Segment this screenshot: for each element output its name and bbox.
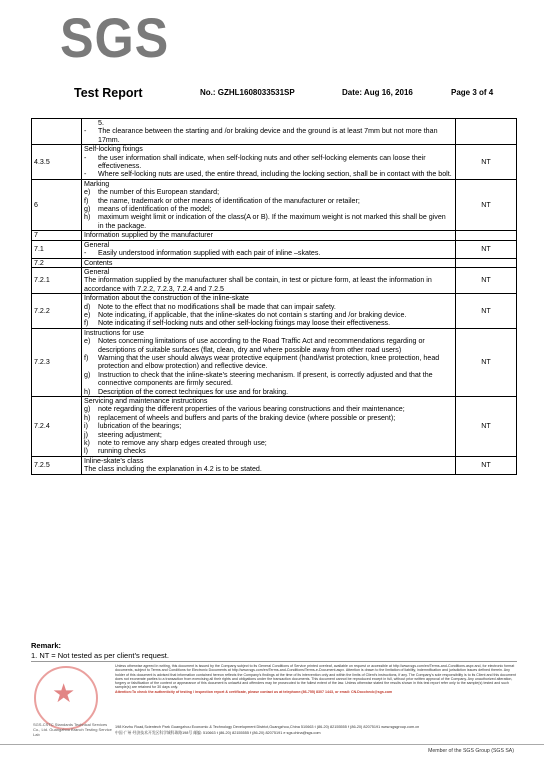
address-chinese: 中国·广州·经济技术开发区科学城科珠路198号 邮编: 510663 t (86-20) 82155555 f (86-20) 82075191 e sgs.china@sgs.com bbox=[115, 731, 321, 735]
table-row bbox=[32, 258, 517, 267]
remark-section bbox=[31, 641, 169, 660]
authenticity-note: Attention:To check the authenticity of testing / inspection report & certificate, please contact us at telephone:(86-755) 8307 1443, or email: CN.Doccheck@sgs.com bbox=[115, 689, 393, 694]
table-row bbox=[32, 231, 517, 240]
clause-cell: 6 bbox=[32, 179, 82, 230]
table-row bbox=[32, 145, 517, 180]
clause-cell: 7.2.2 bbox=[32, 294, 82, 329]
result-cell: NT bbox=[456, 267, 517, 293]
requirement-cell: Servicing and maintenance instructions g) note regarding the different properties of the various bearing constructions and their maintenance; h) replacement of wheels and buffers and parts of the braking device (where possible or present); i) lubrication of the bearings; j) steering adjustment; k) note to remove any sharp edges created through use; l) running checks bbox=[82, 397, 456, 457]
remark-title: Remark: bbox=[31, 641, 62, 650]
report-number: No.: GZHL1608033531SP bbox=[200, 88, 295, 97]
requirement-cell: 5. - The clearance between the starting and /or braking device and the ground is at least 7mm but not more than 17mm. bbox=[82, 119, 456, 145]
requirement-cell: Information supplied by the manufacturer bbox=[82, 231, 456, 240]
clause-cell: 7.2.5 bbox=[32, 456, 82, 474]
member-note: Member of the SGS Group (SGS SA) bbox=[428, 748, 514, 754]
disclaimer-text: Unless otherwise agreed in writing, this document is issued by the Company subject to its General Conditions of Service printed overleaf, available on request or accessible at http://www.sgs.com/en/Terms-and-Conditions.aspx and, for electronic format documents, subject to Terms and Conditions for Electronic Documents at http://www.sgs.com/en/Terms-and-Conditions/Terms-e-Document.aspx. Attention is drawn to the limitation of liability, indemnification and jurisdiction issues defined therein. Any holder of this document is advised that information contained hereon reflects the Company's findings at the time of its intervention only and within the limits of Client's instructions, if any. The Company's sole responsibility is to its Client and this document does not exonerate parties to a transaction from exercising all their rights and obligations under the transaction documents. This document cannot be reproduced except in full, without prior written approval of the Company. Any unauthorized alteration, forgery or falsification of the content or appearance of this document is unlawful and offenders may be prosecuted to the fullest extent of the law. Unless otherwise stated the results shown in this test report refer only to the sample(s) tested and such sample(s) are retained for 30 days only. bbox=[115, 664, 516, 690]
table-row bbox=[32, 179, 517, 230]
result-cell: NT bbox=[456, 328, 517, 396]
table-row bbox=[32, 328, 517, 396]
requirement-cell: Instructions for use e) Notes concerning limitations of use according to the Road Traffic Act and recommendations regarding or descriptions of suitable surfaces (flat, clean, dry and where possible away from other road users) f) Warning that the user should always wear protective equipment (hand/wrist protection, knee protection, head protection and elbow protection) and reflective device. g) Instruction to check that the inline-skate’s steering mechanism. If present, is correctly adjusted and that the connective components are firmly secured. h) Description of the correct techniques for use and for braking. bbox=[82, 328, 456, 396]
clause-cell: 4.3.5 bbox=[32, 145, 82, 180]
result-cell: NT bbox=[456, 456, 517, 474]
address-english: 198 Kezhu Road,Scientech Park Guangzhou Economic & Technology Development District,Guangzhou,China 510663 t (86-20) 82155555 f (86-20) 82075191 www.sgsgroup.com.cn bbox=[115, 725, 420, 729]
footer-branch-note: SGS-CSTC Standards Technical Services Co., Ltd. Guangzhou Branch Testing Service Lab bbox=[33, 722, 112, 737]
sgs-logo: SGS bbox=[60, 6, 170, 69]
requirement-cell: General The information supplied by the manufacturer shall be contain, in test or picture form, at least the information in accordance with 7.2.2, 7.2.3, 7.2.4 and 7.2.5 bbox=[82, 267, 456, 293]
clause-cell: 7.2.4 bbox=[32, 397, 82, 457]
result-cell: NT bbox=[456, 240, 517, 258]
result-cell bbox=[456, 119, 517, 145]
table-row bbox=[32, 456, 517, 474]
result-cell: NT bbox=[456, 145, 517, 180]
requirement-cell: Information about the construction of the inline-skate d) Note to the effect that no modifications shall be made that can impair safety. e) Note indicating, if applicable, that the inline-skates do not contain s starting and /or braking device. f) Note indicating if self-locking nuts and other self-locking fixings may loose their effectiveness. bbox=[82, 294, 456, 329]
clause-cell: 7.2.1 bbox=[32, 267, 82, 293]
test-results-table bbox=[31, 118, 517, 475]
table-row bbox=[32, 397, 517, 457]
clause-cell: 7 bbox=[32, 231, 82, 240]
requirement-cell: Inline-skate’s class The class including the explanation in 4.2 is to be stated. bbox=[82, 456, 456, 474]
requirement-cell: General - Easily understood information supplied with each pair of inline –skates. bbox=[82, 240, 456, 258]
result-cell: NT bbox=[456, 397, 517, 457]
clause-cell bbox=[32, 119, 82, 145]
footer-bottom-rule bbox=[0, 744, 544, 745]
page-number: Page 3 of 4 bbox=[451, 88, 494, 97]
table-row bbox=[32, 240, 517, 258]
clause-cell: 7.2 bbox=[32, 258, 82, 267]
report-title: Test Report bbox=[74, 86, 143, 100]
remark-line: 1. NT = Not tested as per client’s request. bbox=[31, 650, 169, 660]
star-icon: ★ bbox=[52, 678, 76, 708]
table-row bbox=[32, 267, 517, 293]
requirement-cell: Self-locking fixings - the user information shall indicate, when self-locking nuts and other self-locking elements can loose their effectiveness. - Where self-locking nuts are used, the entire thread, including the locking section, shall be in contact with the bolt. bbox=[82, 145, 456, 180]
result-cell: NT bbox=[456, 294, 517, 329]
footer-divider bbox=[31, 661, 517, 662]
table-row bbox=[32, 119, 517, 145]
footer-disclaimer bbox=[115, 664, 517, 694]
clause-cell: 7.1 bbox=[32, 240, 82, 258]
result-cell bbox=[456, 258, 517, 267]
clause-cell: 7.2.3 bbox=[32, 328, 82, 396]
table-row bbox=[32, 294, 517, 329]
requirement-cell: Marking e) the number of this European standard; f) the name, trademark or other means of identification of the manufacturer or retailer; g) means of identification of the model; h) maximum weight limit or indication of the class(A or B). If the maximum weight is not marked this shall be given in the package. bbox=[82, 179, 456, 230]
report-date: Date: Aug 16, 2016 bbox=[342, 88, 413, 97]
footer-address bbox=[115, 724, 517, 736]
result-cell: NT bbox=[456, 179, 517, 230]
requirement-cell: Contents bbox=[82, 258, 456, 267]
result-cell bbox=[456, 231, 517, 240]
company-seal bbox=[34, 666, 98, 730]
